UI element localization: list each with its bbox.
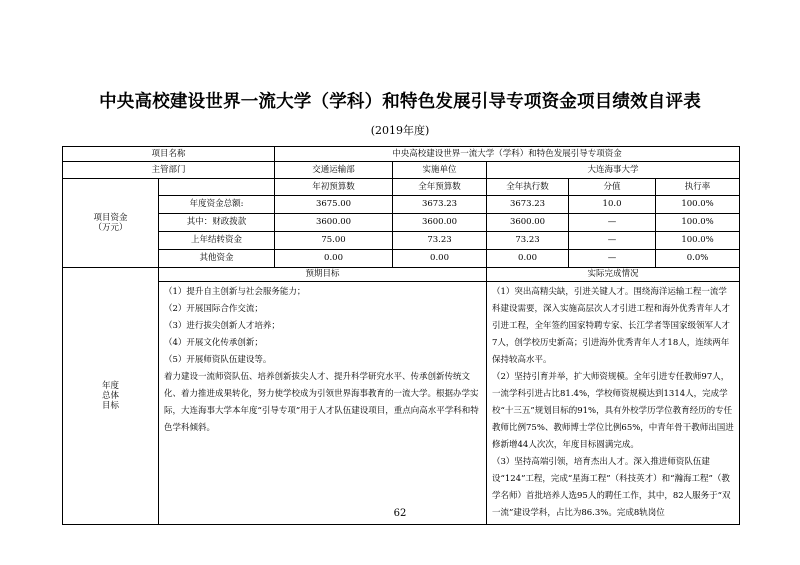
funds-cell: 100.0% bbox=[656, 196, 740, 214]
funds-row-label: 上年结转资金 bbox=[159, 232, 275, 250]
expected-goal-header: 预期目标 bbox=[159, 268, 487, 282]
funds-cell: 3600.00 bbox=[275, 214, 393, 232]
funds-cell: 100.0% bbox=[656, 232, 740, 250]
funds-row bbox=[63, 196, 740, 214]
expected-goals-cell bbox=[159, 282, 487, 525]
funds-row-label: 其中：财政拨款 bbox=[159, 214, 275, 232]
funds-cell: — bbox=[569, 250, 656, 268]
funds-header-blank bbox=[159, 179, 275, 196]
dept-label: 主管部门 bbox=[63, 162, 275, 179]
funds-header: 全年执行数 bbox=[487, 179, 569, 196]
project-name-value: 中央高校建设世界一流大学（学科）和特色发展引导专项资金 bbox=[275, 147, 740, 162]
funds-cell: 3675.00 bbox=[275, 196, 393, 214]
funds-cell: 3673.23 bbox=[487, 196, 569, 214]
funds-cell: 10.0 bbox=[569, 196, 656, 214]
funds-cell: 0.0% bbox=[656, 250, 740, 268]
funds-cell: 0.00 bbox=[393, 250, 487, 268]
funds-cell: 3600.00 bbox=[393, 214, 487, 232]
funds-cell: 73.23 bbox=[487, 232, 569, 250]
funds-header: 执行率 bbox=[656, 179, 740, 196]
funds-row bbox=[63, 232, 740, 250]
expected-goal-item: （4）开展文化传承创新； bbox=[164, 338, 263, 348]
funds-label: 项目资金 （万元） bbox=[63, 179, 159, 268]
funds-cell: 0.00 bbox=[487, 250, 569, 268]
funds-cell: 100.0% bbox=[656, 214, 740, 232]
dept-value: 交通运输部 bbox=[275, 162, 393, 179]
funds-cell: 73.23 bbox=[393, 232, 487, 250]
funds-header: 年初预算数 bbox=[275, 179, 393, 196]
funds-row-label: 其他资金 bbox=[159, 250, 275, 268]
actual-item: （3）坚持高端引领，培育杰出人才。深入推进师资队伍建设“124”工程，完成“星海工程”（科技英才）和“瀚海工程”（教学名师）首批培养人选95人的聘任工作，其中，82人服务于“双一流”建设学科，占比为86.3%。完成8轨岗位 bbox=[492, 457, 731, 518]
actual-header: 实际完成情况 bbox=[487, 268, 740, 282]
actual-item: （2）坚持引育并举，扩大师资规模。全年引进专任教师97人，一流学科引进占比81.4%，学校师资规模达到1314人，完成学校“十三五”规划目标的91%，具有外校学历学位教育经历的专任教师比例75%、教师博士学位比例65%，中青年骨干教师出国进修新增44人次次，年度目标圆满完成。 bbox=[492, 372, 734, 450]
funds-cell: 3600.00 bbox=[487, 214, 569, 232]
funds-cell: — bbox=[569, 232, 656, 250]
actual-results-cell bbox=[487, 282, 740, 525]
annual-goal-label: 年度 总体 目标 bbox=[63, 268, 159, 525]
year-subtitle: (2019年度) bbox=[370, 124, 430, 137]
expected-goal-item: （1）提升自主创新与社会服务能力； bbox=[164, 287, 306, 297]
evaluation-table bbox=[62, 146, 740, 525]
funds-row bbox=[63, 214, 740, 232]
funds-row-label: 年度资金总额: bbox=[159, 196, 275, 214]
funds-cell: 0.00 bbox=[275, 250, 393, 268]
funds-header: 全年预算数 bbox=[393, 179, 487, 196]
expected-goal-item: （5）开展师资队伍建设等。 bbox=[164, 355, 272, 365]
funds-header: 分值 bbox=[569, 179, 656, 196]
funds-row bbox=[63, 250, 740, 268]
page-title: 中央高校建设世界一流大学（学科）和特色发展引导专项资金项目绩效自评表 bbox=[99, 92, 701, 112]
page-number: 62 bbox=[393, 508, 407, 519]
funds-cell: 3673.23 bbox=[393, 196, 487, 214]
expected-goal-paragraph: 着力建设一流师资队伍、培养创新拔尖人才、提升科学研究水平、传承创新传统文化、着力推进成果转化，努力使学校成为引领世界海事教育的一流大学。根据办学实际，大连海事大学本年度“引导专项”用于人才队伍建设项目，重点向高水平学科和特色学科倾斜。 bbox=[164, 372, 479, 433]
expected-goal-item: （2）开展国际合作交流； bbox=[164, 304, 263, 314]
unit-value: 大连海事大学 bbox=[487, 162, 740, 179]
project-name-label: 项目名称 bbox=[63, 147, 275, 162]
actual-item: （1）突出高精尖缺，引进关键人才。围绕海洋运输工程一流学科建设需要，深入实施高层次人才引进工程和海外优秀青年人才引进工程，全年签约国家特聘专家、长江学者等国家级领军人才7人，创学校历史新高；引进海外优秀青年人才18人，连续两年保持较高水平。 bbox=[492, 287, 731, 365]
funds-cell: 75.00 bbox=[275, 232, 393, 250]
expected-goal-item: （3）进行拔尖创新人才培养； bbox=[164, 321, 280, 331]
funds-cell: — bbox=[569, 214, 656, 232]
unit-label: 实施单位 bbox=[393, 162, 487, 179]
